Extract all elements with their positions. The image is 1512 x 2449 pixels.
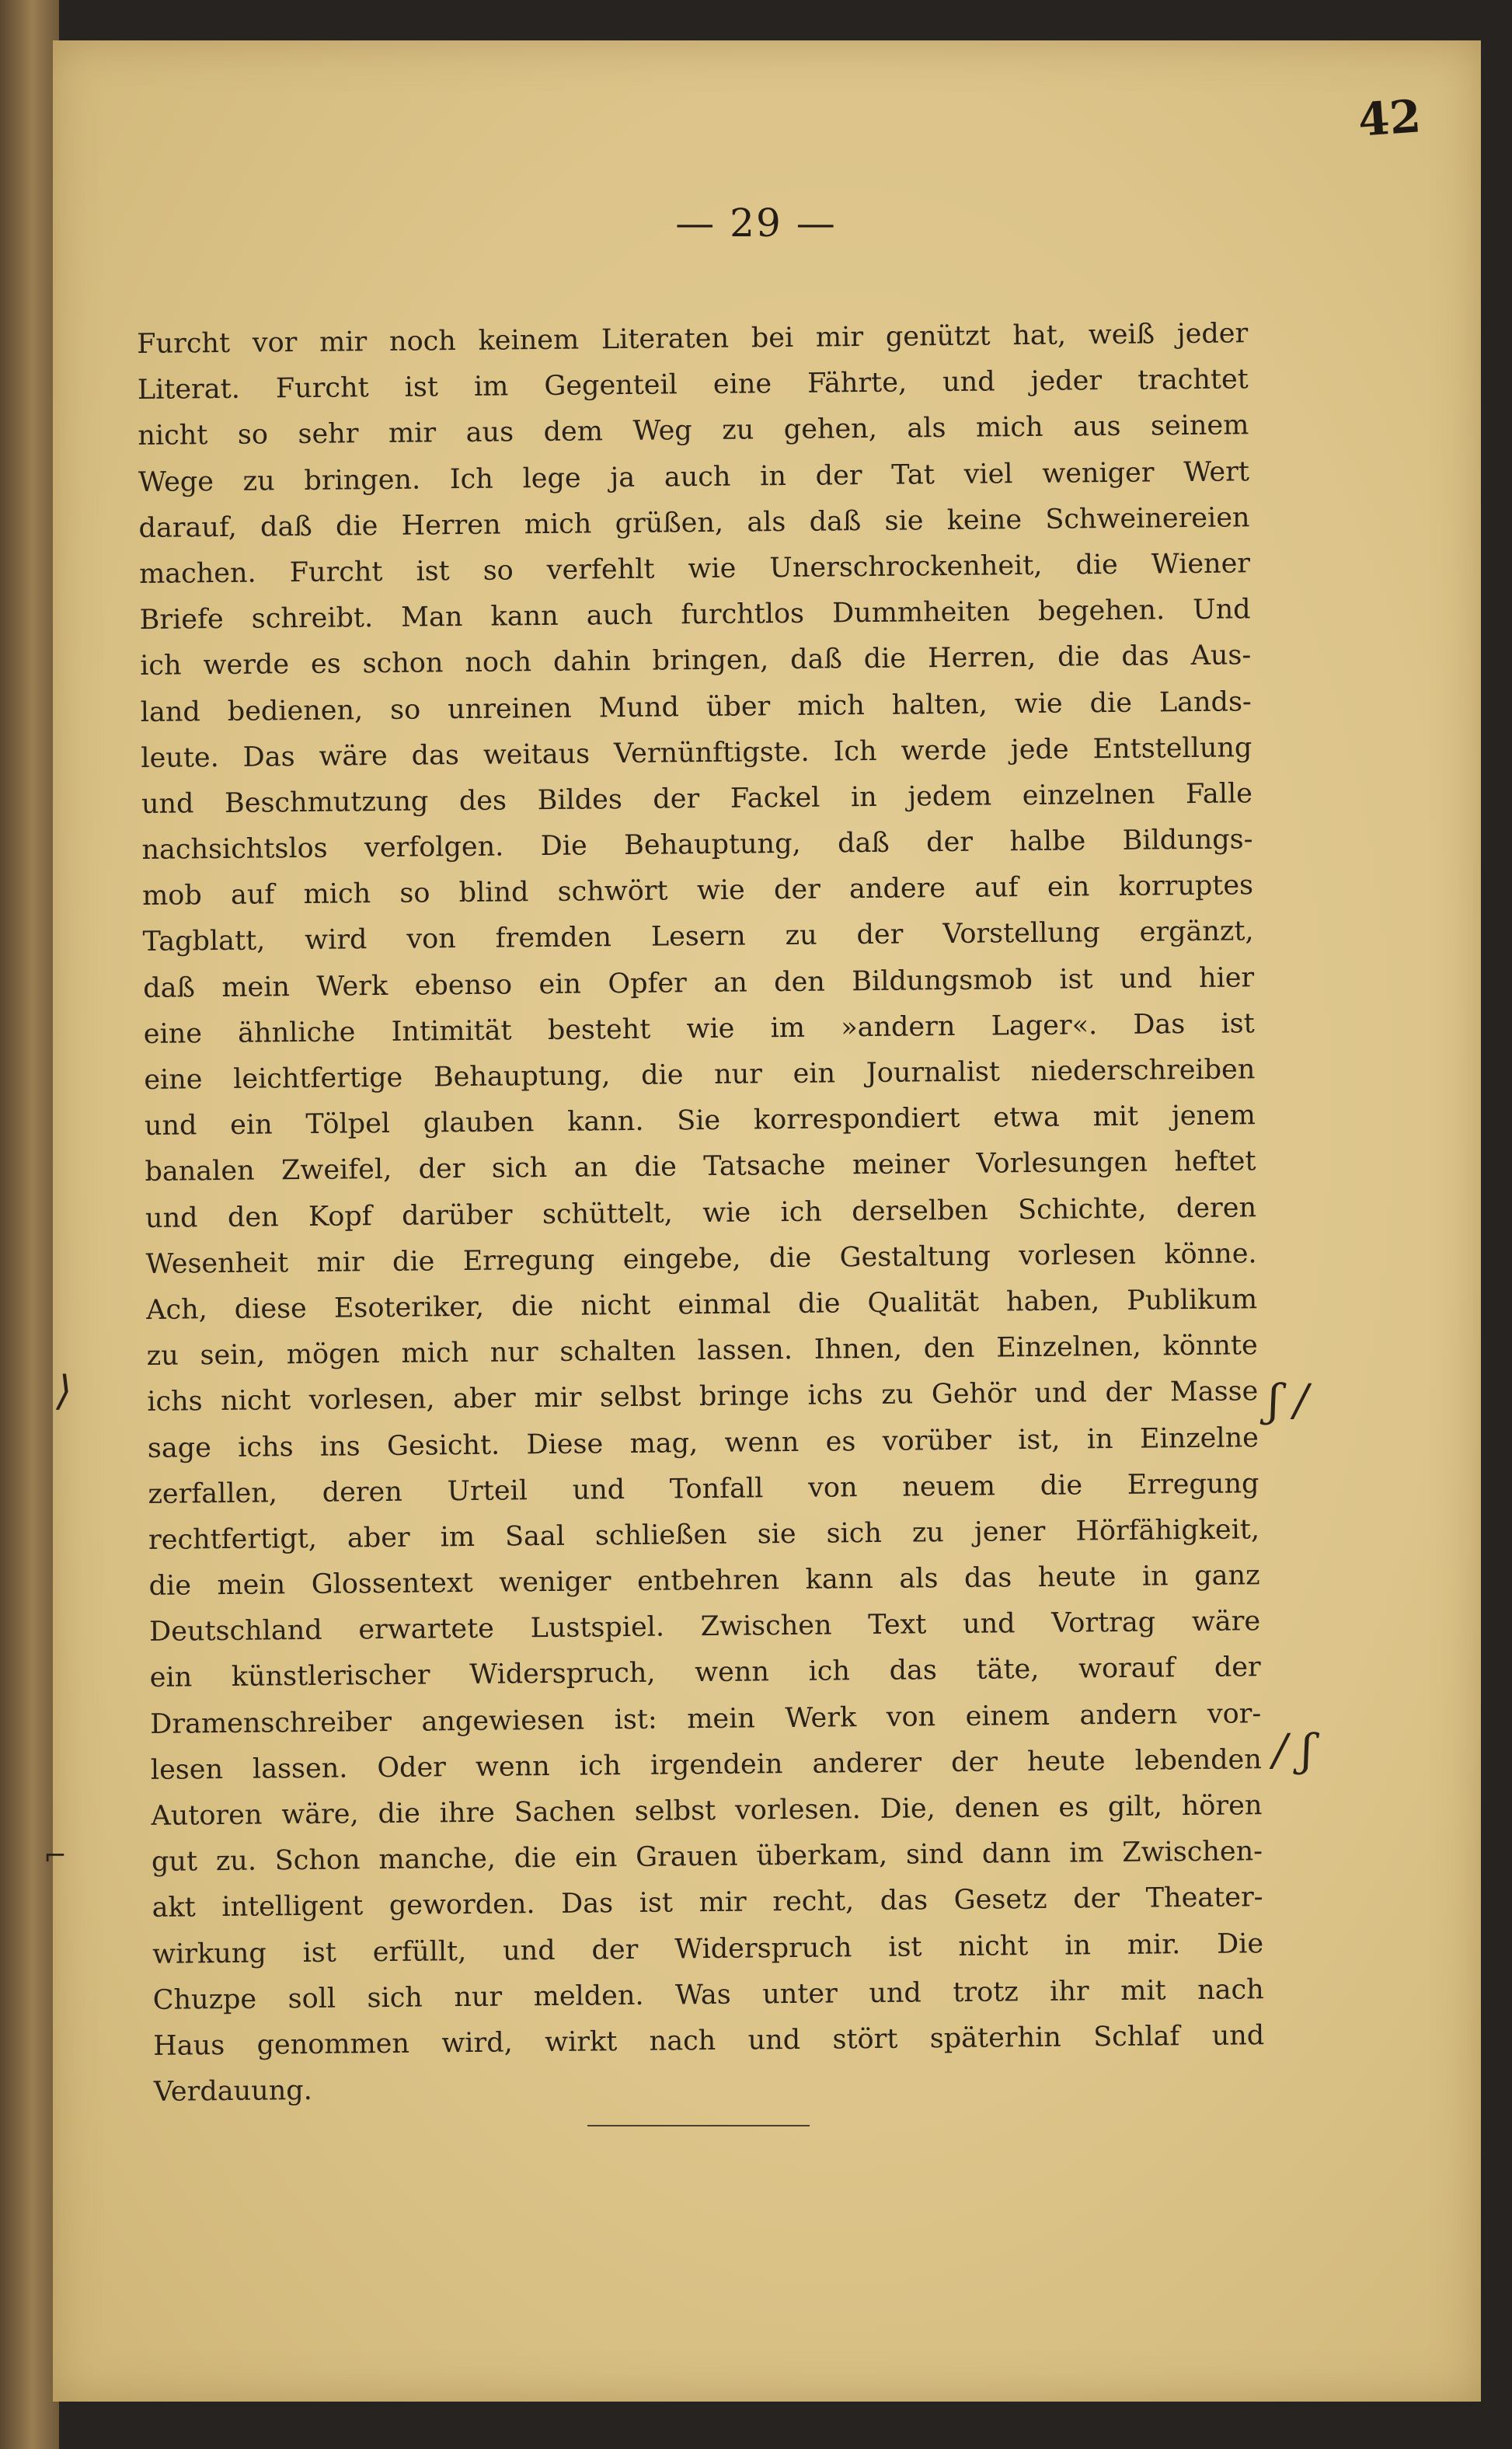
text-line: Autoren wäre, die ihre Sachen selbst vorlesen. Die, denen es gilt, hören bbox=[151, 1790, 1263, 1832]
text-line: sage ichs ins Gesicht. Diese mag, wenn es vorüber ist, in Einzelne bbox=[147, 1422, 1259, 1464]
text-line: darauf, daß die Herren mich grüßen, als daß sie keine Schweinereien bbox=[138, 502, 1250, 544]
text-line: ein künstlerischer Widerspruch, wenn ich das täte, worauf der bbox=[149, 1652, 1261, 1694]
text-line: rechtfertigt, aber im Saal schließen sie sich zu jener Hörfähigkeit, bbox=[148, 1514, 1260, 1556]
text-line: Deutschland erwartete Lustspiel. Zwischen Text und Vortrag wäre bbox=[148, 1606, 1261, 1648]
text-line: Haus genommen wird, wirkt nach und stört späterhin Schlaf und bbox=[153, 2020, 1265, 2062]
text-line: ich werde es schon noch dahin bringen, daß die Herren, die das Aus- bbox=[140, 640, 1252, 682]
text-line: die mein Glossentext weniger entbehren kann als das heute in ganz bbox=[148, 1560, 1260, 1602]
text-line: eine leichtfertige Behauptung, die nur ein Journalist niederschreiben bbox=[144, 1054, 1256, 1096]
text-line: lesen lassen. Oder wenn ich irgendein anderer der heute lebenden bbox=[150, 1744, 1263, 1786]
text-line: Tagblatt, wird von fremden Lesern zu der Vorstellung ergänzt, bbox=[142, 916, 1254, 958]
margin-correction-mark: / ʃ bbox=[1273, 1725, 1313, 1776]
text-line: banalen Zweifel, der sich an die Tatsache meiner Vorlesungen heftet bbox=[145, 1146, 1256, 1188]
text-line: nicht so sehr mir aus dem Weg zu gehen, als mich aus seinem bbox=[138, 410, 1249, 452]
text-line: daß mein Werk ebenso ein Opfer an den Bildungsmob ist und hier bbox=[143, 961, 1255, 1004]
text-line: Furcht vor mir noch keinem Literaten bei mir genützt hat, weiß jeder bbox=[137, 318, 1249, 360]
archive-page-number: 42 bbox=[1356, 89, 1423, 147]
text-line: eine ähnliche Intimität besteht wie im »andern Lager«. Das ist bbox=[143, 1008, 1255, 1050]
text-line: nachsichtslos verfolgen. Die Behauptung, daß der halbe Bildungs- bbox=[141, 824, 1253, 867]
text-line: Dramenschreiber angewiesen ist: mein Werk von einem andern vor- bbox=[150, 1697, 1262, 1740]
text-line: akt intelligent geworden. Das ist mir recht, das Gesetz der Theater- bbox=[152, 1882, 1263, 1924]
text-line: Wege zu bringen. Ich lege ja auch in der Tat viel weniger Wert bbox=[138, 455, 1250, 498]
text-line: Literat. Furcht ist im Gegenteil eine Fährte, und jeder trachtet bbox=[137, 364, 1249, 406]
text-line: Chuzpe soll sich nur melden. Was unter und trotz ihr mit nach bbox=[152, 1973, 1264, 2016]
closing-rule bbox=[587, 2125, 810, 2126]
text-line: mob auf mich so blind schwört wie der andere auf ein korruptes bbox=[141, 870, 1254, 912]
text-line: leute. Das wäre das weitaus Vernünftigste. Ich werde jede Entstellung bbox=[141, 731, 1252, 774]
text-line: zu sein, mögen mich nur schalten lassen. Ihnen, den Einzelnen, könnte bbox=[146, 1330, 1258, 1373]
body-text bbox=[137, 311, 1265, 2116]
margin-correction-mark: ʃ / bbox=[1268, 1376, 1308, 1426]
text-line: gut zu. Schon manche, die ein Grauen überkam, sind dann im Zwischen- bbox=[151, 1836, 1263, 1879]
text-line: wirkung ist erfüllt, und der Widerspruch ist nicht in mir. Die bbox=[152, 1927, 1264, 1970]
page-number: — 29 — bbox=[675, 201, 837, 246]
text-line: land bedienen, so unreinen Mund über mich halten, wie die Lands- bbox=[140, 686, 1252, 728]
text-line: machen. Furcht ist so verfehlt wie Unerschrockenheit, die Wiener bbox=[138, 548, 1251, 590]
text-line: und ein Tölpel glauben kann. Sie korrespondiert etwa mit jenem bbox=[144, 1100, 1256, 1143]
text-line: Wesenheit mir die Erregung eingebe, die Gestaltung vorlesen könne. bbox=[145, 1237, 1257, 1280]
text-line: zerfallen, deren Urteil und Tonfall von neuem die Erregung bbox=[148, 1467, 1259, 1510]
text-line: ichs nicht vorlesen, aber mir selbst bringe ichs zu Gehör und der Masse bbox=[147, 1376, 1259, 1418]
margin-correction-mark: ⟩ bbox=[56, 1368, 72, 1415]
text-line: und Beschmutzung des Bildes der Fackel in jedem einzelnen Falle bbox=[141, 778, 1253, 820]
margin-correction-mark: ⌐ bbox=[44, 1840, 68, 1872]
text-line: Briefe schreibt. Man kann auch furchtlos Dummheiten begehen. Und bbox=[139, 594, 1251, 637]
text-line: und den Kopf darüber schüttelt, wie ich derselben Schichte, deren bbox=[145, 1191, 1257, 1234]
book-spine bbox=[0, 0, 59, 2449]
text-line: Verdauung. bbox=[153, 2075, 312, 2109]
text-line: Ach, diese Esoteriker, die nicht einmal die Qualität haben, Publikum bbox=[146, 1284, 1258, 1326]
